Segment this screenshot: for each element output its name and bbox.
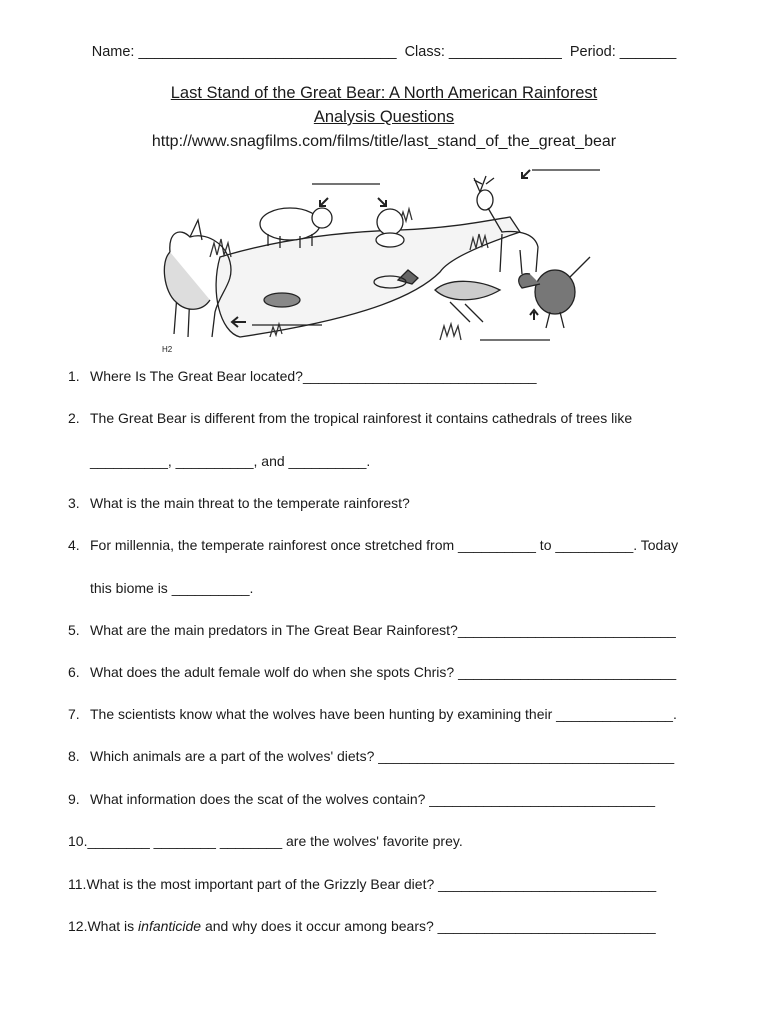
worksheet-title: Last Stand of the Great Bear: A North American Rainforest (170, 84, 598, 102)
question-6: 6. What does the adult female wolf do when she spots Chris? ____________________________ (68, 664, 677, 680)
film-url: http://www.snagfilms.com/films/title/last_stand_of_the_great_bear (151, 133, 617, 150)
rainforest-illustration (150, 162, 620, 358)
infanticide-term: infanticide (138, 918, 202, 934)
question-7: 7. The scientists know what the wolves have been hunting by examining their _______________. (68, 706, 677, 722)
student-info-line: Name: ________________________________ Class: ______________ Period: _______ (91, 44, 677, 60)
question-5: 5. What are the main predators in The Great Bear Rainforest?____________________________ (68, 622, 676, 638)
salmon-drawing (264, 293, 300, 307)
artist-signature: H2 (162, 345, 173, 354)
question-9: 9. What information does the scat of the wolves contain? _____________________________ (68, 791, 656, 807)
question-12: 12.What is infanticide and why does it occur among bears? ____________________________ (68, 918, 656, 934)
carcass-drawing (435, 281, 500, 322)
question-4-continued: this biome is __________. (90, 580, 254, 596)
raven-drawing (519, 257, 590, 328)
bear-cub-drawing (376, 209, 404, 247)
question-11: 11.What is the most important part of the Grizzly Bear diet? ____________________________ (68, 876, 657, 892)
question-2: 2. The Great Bear is different from the tropical rainforest it contains cathedrals of trees like (68, 410, 633, 426)
question-4: 4. For millennia, the temperate rainforest once stretched from __________ to __________. Today (68, 537, 679, 553)
question-8: 8. Which animals are a part of the wolves' diets? ______________________________________ (68, 748, 675, 764)
question-3: 3. What is the main threat to the temperate rainforest? (68, 495, 410, 511)
river (216, 217, 520, 337)
question-2-continued: __________, __________, and __________. (90, 453, 371, 469)
question-1: 1. Where Is The Great Bear located?______________________________ (68, 368, 537, 384)
question-10: 10.________ ________ ________ are the wolves' favorite prey. (68, 833, 463, 849)
worksheet-subtitle: Analysis Questions (313, 108, 455, 126)
